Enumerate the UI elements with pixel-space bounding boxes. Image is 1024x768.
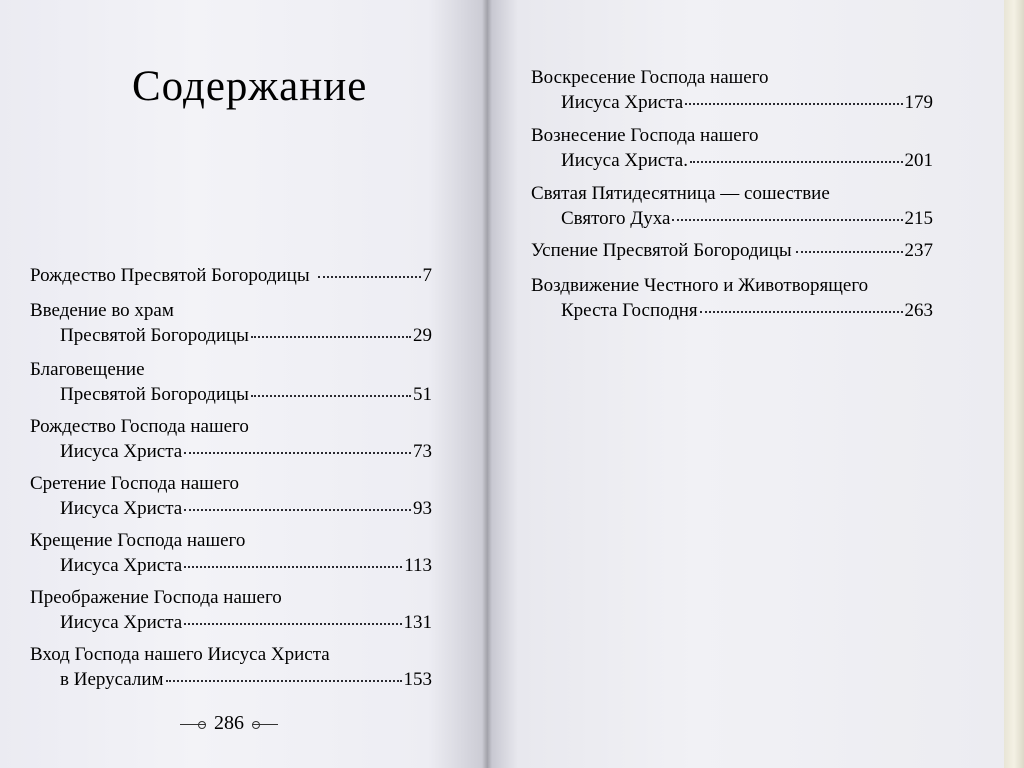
toc-entry-page: 73 — [413, 441, 432, 462]
dot-leader — [700, 311, 903, 313]
toc-entry-title: Вознесение Господа нашего — [531, 125, 759, 146]
toc-entry-title: Воздвижение Честного и Животворящего — [531, 275, 869, 296]
toc-entry-page: 7 — [422, 265, 432, 286]
toc-entry-title-cont: Иисуса Христа — [561, 92, 684, 113]
toc-entry-title: Введение во храм — [30, 300, 174, 321]
dot-leader — [672, 219, 902, 221]
toc-entry — [30, 298, 432, 348]
toc-entry-page: 215 — [904, 208, 933, 229]
toc-entry-page: 201 — [904, 150, 933, 171]
toc-entry-title: Крещение Господа нашего — [30, 530, 246, 551]
toc-entry — [30, 414, 432, 464]
dot-leader — [690, 161, 903, 163]
dot-leader — [685, 103, 902, 105]
toc-entry — [531, 181, 933, 231]
toc-entry-title-cont: Иисуса Христа — [60, 498, 183, 519]
toc-entry — [531, 123, 933, 173]
toc-entry-title-cont: Пресвятой Богородицы — [60, 325, 249, 346]
toc-entry-title: Рождество Господа нашего — [30, 416, 249, 437]
page-edges — [1004, 0, 1024, 768]
toc-entry-title: Благовещение — [30, 359, 145, 380]
dot-leader — [166, 680, 402, 682]
toc-entry — [30, 642, 432, 692]
toc-entry-page: 237 — [904, 240, 933, 261]
toc-entry-title-cont: Пресвятой Богородицы — [60, 384, 249, 405]
toc-entry-title-cont: в Иерусалим — [60, 669, 164, 690]
toc-entry — [531, 65, 933, 115]
toc-entry — [531, 273, 933, 323]
toc-entry — [30, 357, 432, 407]
book-gutter — [482, 0, 492, 768]
toc-entry-title-cont: Иисуса Христа. — [561, 150, 688, 171]
toc-entry-title: Сретение Господа нашего — [30, 473, 240, 494]
dot-leader — [318, 276, 421, 278]
toc-entry-page: 29 — [413, 325, 432, 346]
dot-leader — [184, 566, 402, 568]
toc-entry-title-cont: Иисуса Христа — [60, 441, 183, 462]
page-number-text: 286 — [214, 712, 244, 734]
dot-leader — [184, 623, 401, 625]
dot-leader — [251, 395, 411, 397]
toc-entry-page: 51 — [413, 384, 432, 405]
ornament-icon — [252, 720, 278, 728]
page-number — [174, 712, 284, 735]
toc-entry-title-cont: Святого Духа — [561, 208, 671, 229]
dot-leader — [184, 452, 411, 454]
toc-entry-title: Святая Пятидесятница — сошествие — [531, 183, 830, 204]
toc-entry — [30, 263, 432, 288]
ornament-icon — [180, 720, 206, 728]
dot-leader — [796, 251, 903, 253]
toc-entry-page: 263 — [904, 300, 933, 321]
toc-entry — [30, 585, 432, 635]
toc-entry-page: 131 — [403, 612, 432, 633]
toc-entry-title: Вход Господа нашего Иисуса Христа — [30, 644, 330, 665]
toc-entry-title: Преображение Господа нашего — [30, 587, 282, 608]
toc-entry-page: 153 — [403, 669, 432, 690]
toc-entry-page: 179 — [904, 92, 933, 113]
dot-leader — [251, 336, 411, 338]
toc-entry-title-cont: Иисуса Христа — [60, 555, 183, 576]
toc-entry-title-cont: Иисуса Христа — [60, 612, 183, 633]
toc-entry-title: Воскресение Господа нашего — [531, 67, 769, 88]
page-title: Содержание — [132, 63, 368, 110]
dot-leader — [184, 509, 411, 511]
toc-entry-title: Успение Пресвятой Богородицы — [531, 240, 792, 261]
toc-entry — [30, 528, 432, 578]
toc-entry-title: Рождество Пресвятой Богородицы — [30, 265, 310, 286]
toc-entry-title-cont: Креста Господня — [561, 300, 698, 321]
toc-entry-page: 113 — [404, 555, 432, 576]
toc-entry-page: 93 — [413, 498, 432, 519]
toc-entry — [531, 238, 933, 263]
toc-entry — [30, 471, 432, 521]
right-page — [487, 0, 1004, 768]
